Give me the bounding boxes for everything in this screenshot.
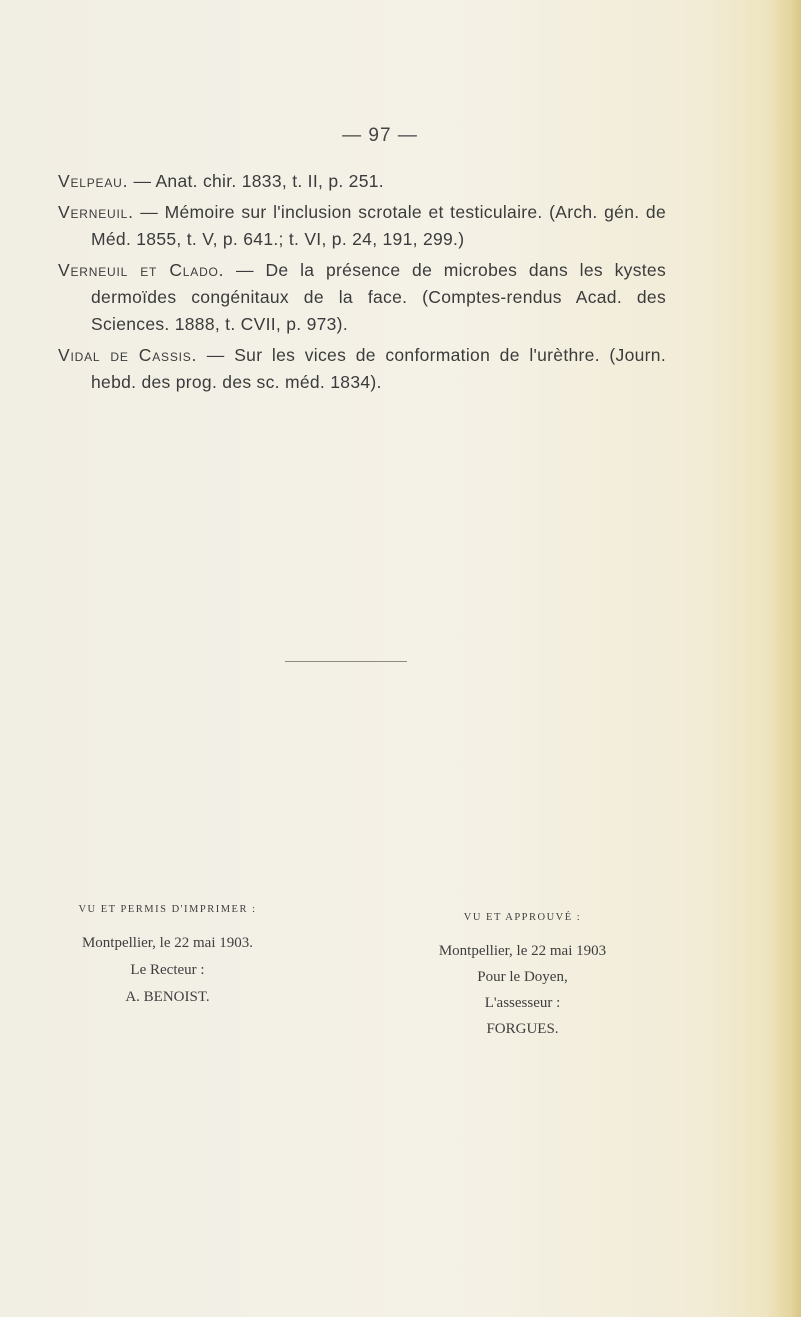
approval-signatory: FORGUES.: [486, 1021, 559, 1037]
imprimatur-title: Le Recteur :: [130, 962, 205, 978]
entry-text: — Anat. chir. 1833, t. II, p. 251.: [128, 171, 384, 191]
entry-text: — De la présence de microbes dans les kystes dermoïdes congénitaux de la face. (Comptes-rendus Acad. des Sciences. 1888, t. CVII, p. 973).: [91, 260, 666, 334]
entry-author: Velpeau.: [58, 171, 129, 191]
section-divider: [285, 661, 407, 662]
approval-heading: VU ET APPROUVÉ :: [463, 912, 582, 923]
bibliography-entry: [58, 168, 666, 195]
imprimatur-place-date: Montpellier, le 22 mai 1903.: [81, 935, 254, 951]
imprimatur-signatory: A. BENOIST.: [125, 989, 210, 1005]
entry-author: Vidal de Cassis.: [58, 345, 198, 365]
entry-author: Verneuil et Clado.: [58, 260, 225, 280]
bibliography-entry: [58, 257, 666, 338]
approval-title: L'assesseur :: [484, 995, 561, 1011]
imprimatur-heading: VU ET PERMIS D'IMPRIMER :: [78, 904, 257, 915]
approval-place-date: Montpellier, le 22 mai 1903: [438, 943, 607, 959]
entry-text: — Mémoire sur l'inclusion scrotale et testiculaire. (Arch. gén. de Méd. 1855, t. V, p. 641.; t. VI, p. 24, 191, 299.): [91, 202, 666, 249]
approval-for-line: Pour le Doyen,: [477, 969, 568, 985]
page-number: — 97 —: [342, 125, 418, 146]
imprimatur-block: [55, 904, 280, 1012]
bibliography-entry: [58, 199, 666, 253]
page-edge-shading: [767, 0, 801, 1317]
bibliography-entry: [58, 342, 666, 396]
approval-block: [415, 912, 630, 1043]
entry-text: — Sur les vices de conformation de l'urèthre. (Journ. hebd. des prog. des sc. méd. 1834).: [91, 345, 666, 392]
entry-author: Verneuil.: [58, 202, 134, 222]
bibliography-list: [58, 168, 666, 400]
